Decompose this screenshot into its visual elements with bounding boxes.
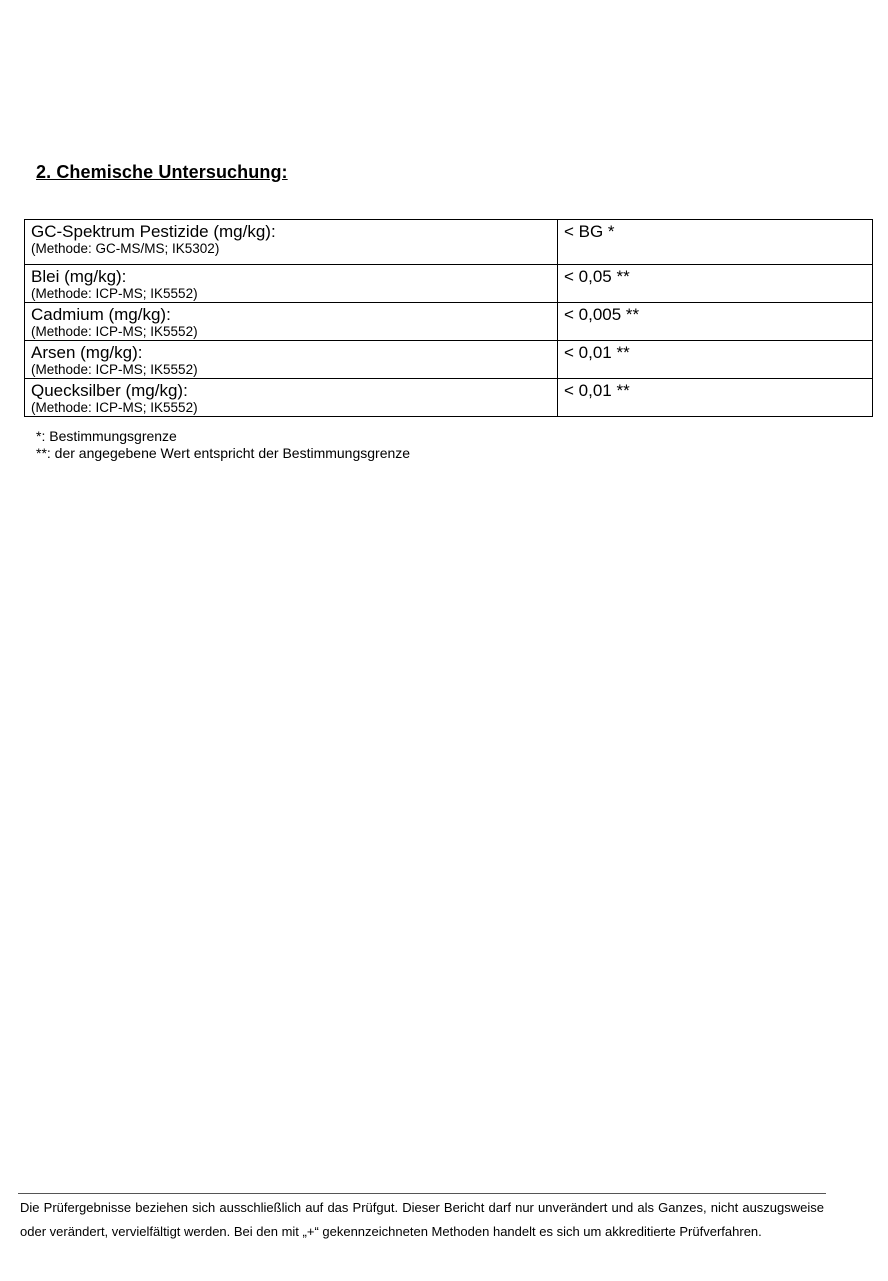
table-row xyxy=(25,220,873,265)
table-row xyxy=(25,379,873,417)
parameter-cell xyxy=(25,379,558,417)
parameter-cell xyxy=(25,265,558,303)
parameter-name: Cadmium (mg/kg): xyxy=(31,305,171,324)
footer-disclaimer: Die Prüfergebnisse beziehen sich ausschließlich auf das Prüfgut. Dieser Bericht darf nur unverändert und als Ganzes, nicht auszugsweise oder verändert, vervielfältigt werden. Bei den mit „+“ gekennzeichneten Methoden handelt es sich um akkreditierte Prüfverfahren. xyxy=(20,1200,824,1239)
value-cell xyxy=(558,303,873,341)
method-note: (Methode: ICP-MS; IK5552) xyxy=(31,286,198,301)
table-row xyxy=(25,303,873,341)
value-cell xyxy=(558,341,873,379)
parameter-name: GC-Spektrum Pestizide (mg/kg): xyxy=(31,222,276,241)
footnotes xyxy=(36,428,410,462)
method-note: (Methode: ICP-MS; IK5552) xyxy=(31,324,198,339)
result-value: < 0,01 ** xyxy=(564,343,630,362)
footnote-detection-limit: *: Bestimmungsgrenze xyxy=(36,428,177,444)
table-row xyxy=(25,265,873,303)
method-note: (Methode: GC-MS/MS; IK5302) xyxy=(31,241,220,256)
value-cell xyxy=(558,379,873,417)
parameter-cell xyxy=(25,341,558,379)
value-cell xyxy=(558,220,873,265)
result-value: < 0,05 ** xyxy=(564,267,630,286)
parameter-cell xyxy=(25,220,558,265)
table-row xyxy=(25,341,873,379)
method-note: (Methode: ICP-MS; IK5552) xyxy=(31,400,198,415)
results-table xyxy=(24,219,873,417)
footnote-value-at-limit: **: der angegebene Wert entspricht der Bestimmungsgrenze xyxy=(36,445,411,461)
parameter-name: Quecksilber (mg/kg): xyxy=(31,381,188,400)
parameter-name: Blei (mg/kg): xyxy=(31,267,127,286)
section-title: 2. Chemische Untersuchung: xyxy=(36,162,288,182)
result-value: < 0,005 ** xyxy=(564,305,640,324)
method-note: (Methode: ICP-MS; IK5552) xyxy=(31,362,198,377)
result-value: < 0,01 ** xyxy=(564,381,630,400)
parameter-cell xyxy=(25,303,558,341)
footer-divider xyxy=(18,1193,826,1194)
result-value: < BG * xyxy=(564,222,615,241)
parameter-name: Arsen (mg/kg): xyxy=(31,343,143,362)
value-cell xyxy=(558,265,873,303)
